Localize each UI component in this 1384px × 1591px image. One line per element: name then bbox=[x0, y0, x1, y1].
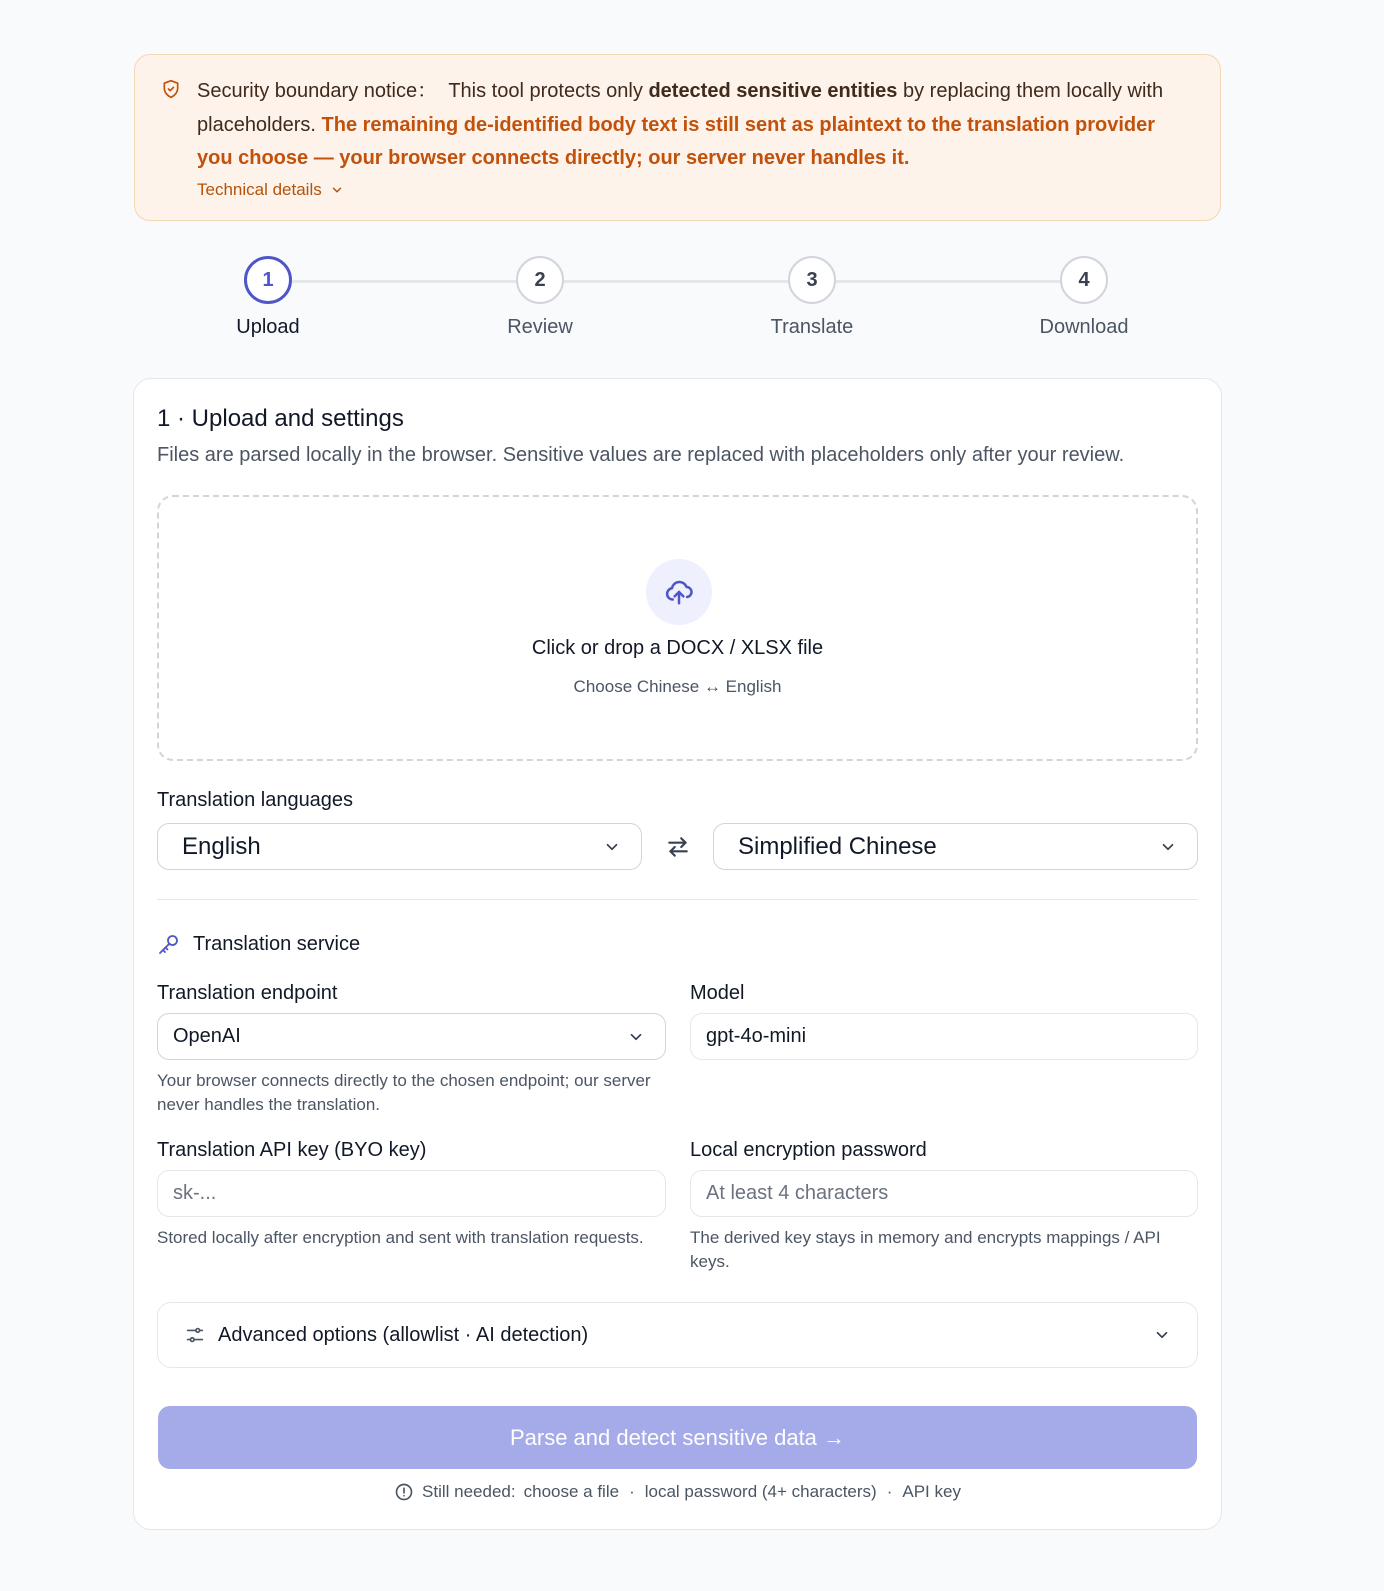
card-title: 1 · Upload and settings bbox=[157, 405, 404, 432]
notice-text-a: This tool protects only bbox=[448, 80, 643, 102]
translation-service-title: Translation service bbox=[193, 932, 361, 955]
step-label: Review bbox=[507, 316, 573, 338]
step-number: 2 bbox=[516, 256, 564, 304]
endpoint-select[interactable] bbox=[157, 1013, 666, 1060]
notice-text bbox=[197, 75, 1190, 176]
cloud-upload-icon bbox=[664, 577, 694, 607]
translation-service-heading bbox=[157, 932, 360, 956]
separator-dot: · bbox=[886, 1482, 893, 1501]
parse-detect-button[interactable]: Parse and detect sensitive data → bbox=[158, 1406, 1197, 1469]
password-label: Local encryption password bbox=[690, 1139, 927, 1161]
api-key-label: Translation API key (BYO key) bbox=[157, 1139, 427, 1161]
step-label: Upload bbox=[236, 316, 300, 338]
sliders-icon bbox=[184, 1324, 206, 1346]
endpoint-help: Your browser connects directly to the chosen endpoint; our server never handles the translation. bbox=[157, 1071, 651, 1114]
card-subtitle: Files are parsed locally in the browser. Sensitive values are replaced with placeholders only after your review. bbox=[157, 444, 1125, 466]
shield-icon bbox=[161, 79, 181, 99]
security-notice bbox=[134, 54, 1221, 221]
still-needed-item: API key bbox=[902, 1482, 961, 1501]
endpoint-label: Translation endpoint bbox=[157, 982, 338, 1004]
upload-settings-card bbox=[133, 378, 1222, 1530]
step-number: 3 bbox=[788, 256, 836, 304]
step-label: Translate bbox=[770, 316, 854, 338]
still-needed-hint bbox=[134, 1482, 1221, 1502]
technical-details-label: Technical details bbox=[197, 179, 322, 199]
still-needed-prefix: Still needed: bbox=[422, 1482, 516, 1501]
source-language-select[interactable] bbox=[157, 823, 642, 870]
chevron-down-icon bbox=[603, 838, 621, 856]
notice-warning: The remaining de-identified body text is still sent as plaintext to the translation provider you choose — your browser connects directly; our server never handles it. bbox=[197, 113, 1155, 169]
separator-dot: · bbox=[629, 1482, 635, 1501]
advanced-options-label: Advanced options (allowlist · AI detection) bbox=[218, 1323, 589, 1346]
chevron-down-icon bbox=[627, 1028, 645, 1046]
stepper bbox=[0, 256, 1384, 356]
chevron-down-icon bbox=[1159, 838, 1177, 856]
step-review[interactable] bbox=[440, 256, 640, 339]
upload-icon-circle bbox=[646, 559, 712, 625]
api-key-input[interactable] bbox=[157, 1170, 666, 1217]
target-language-value: Simplified Chinese bbox=[738, 832, 937, 860]
step-number: 4 bbox=[1060, 256, 1108, 304]
swap-languages-icon[interactable] bbox=[665, 834, 691, 860]
target-language-select[interactable] bbox=[713, 823, 1198, 870]
notice-text-b: by replacing them locally with placeholders. bbox=[197, 80, 1164, 136]
languages-label: Translation languages bbox=[157, 789, 354, 811]
still-needed-item: local password (4+ characters) bbox=[644, 1482, 877, 1501]
step-upload[interactable] bbox=[168, 256, 368, 339]
still-needed-item: choose a file bbox=[523, 1482, 620, 1501]
advanced-options-toggle[interactable] bbox=[157, 1302, 1198, 1368]
notice-lead: Security boundary notice： bbox=[197, 80, 438, 102]
alert-circle-icon bbox=[394, 1482, 414, 1502]
model-input[interactable] bbox=[690, 1013, 1198, 1060]
model-label: Model bbox=[690, 982, 745, 1004]
step-label: Download bbox=[1039, 316, 1129, 338]
password-input[interactable] bbox=[690, 1170, 1198, 1217]
step-download[interactable] bbox=[984, 256, 1184, 339]
step-translate[interactable] bbox=[712, 256, 912, 339]
technical-details-toggle[interactable] bbox=[197, 180, 344, 200]
chevron-down-icon bbox=[330, 183, 344, 197]
api-key-help: Stored locally after encryption and sent with translation requests. bbox=[157, 1228, 644, 1247]
source-language-value: English bbox=[182, 832, 261, 860]
dropzone-main-text: Click or drop a DOCX / XLSX file bbox=[531, 637, 824, 659]
password-help: The derived key stays in memory and encrypts mappings / API keys. bbox=[690, 1228, 1161, 1271]
chevron-down-icon bbox=[1153, 1326, 1171, 1344]
key-icon bbox=[157, 932, 181, 956]
endpoint-value: OpenAI bbox=[173, 1025, 241, 1047]
step-number: 1 bbox=[244, 256, 292, 304]
section-divider bbox=[157, 899, 1198, 900]
dropzone-hint: Choose Chinese ↔ English bbox=[573, 677, 782, 696]
notice-strong: detected sensitive entities bbox=[648, 80, 898, 102]
file-dropzone[interactable] bbox=[157, 495, 1198, 761]
